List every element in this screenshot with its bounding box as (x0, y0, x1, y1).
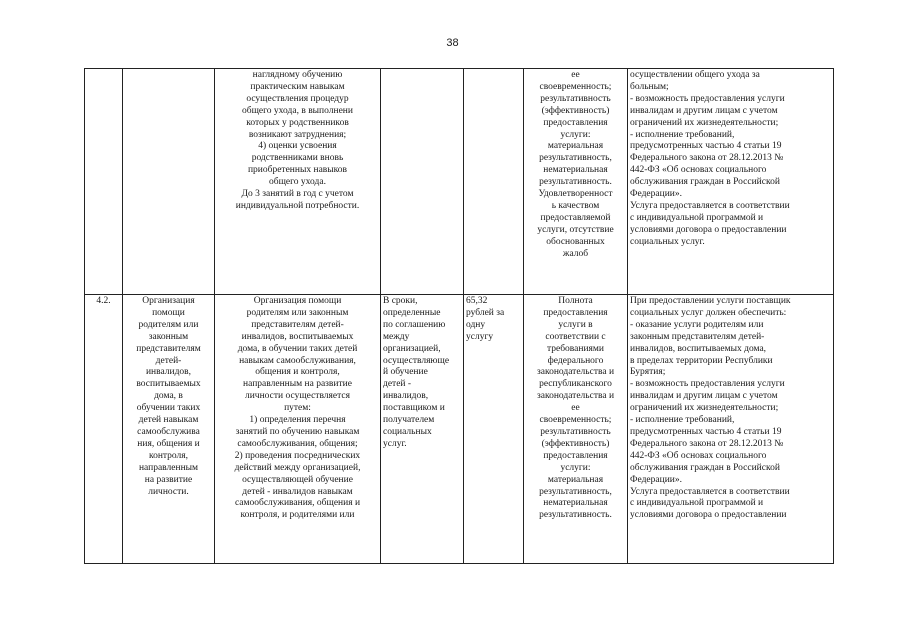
cell-text-line: (эффективность) (541, 105, 610, 116)
cell-text-line: предусмотренных частью 4 статьи 19 (630, 141, 782, 152)
cell-text-line: организацией, (383, 343, 441, 354)
cell-service-name (123, 295, 215, 564)
cell-text-line: обучении таких (136, 403, 201, 414)
cell-text-line: условиями договора о предоставлении (630, 510, 787, 521)
cell-text-line: соответствии с (545, 331, 606, 342)
cell-text-line: Организация (142, 296, 195, 306)
cell-text-line: Федерального закона от 28.12.2013 № (630, 438, 784, 449)
cell-text-line: инвалидам и другим лицам с учетом (630, 105, 778, 116)
cell-text-line: - исполнение требований, (630, 129, 735, 140)
cell-text-line: своевременность; (539, 81, 612, 92)
cell-text-line: навыкам самообслуживания, (239, 355, 356, 366)
cell-text-line: 4) оценки усвоения (258, 141, 337, 152)
cell-text-line: ния, общения и (137, 438, 200, 449)
cell-text-line: направленным (138, 462, 199, 473)
cell-text-line: (эффективность) (541, 438, 610, 449)
cell-text-line: осуществляюще (383, 355, 450, 366)
cell-text-line: осуществляющей обучение (242, 474, 353, 485)
cell-text-line: общения и контроля, (255, 367, 340, 378)
cell-text-line: Полнота (558, 296, 593, 306)
cell-text-line: детей - (383, 379, 412, 390)
table-row (85, 295, 834, 564)
cell-text-line: ограничений их жизнедеятельности; (630, 403, 779, 414)
cell-conditions (628, 295, 834, 564)
cell-price (464, 69, 524, 295)
cell-text-line: определенные (383, 307, 441, 318)
cell-text-line: - возможность предоставления услуги (630, 379, 785, 390)
cell-text-line: результативность (540, 426, 611, 437)
cell-text-line: Бурятия; (630, 367, 666, 378)
cell-text-line: контроля, (148, 450, 189, 461)
cell-text-line: инвалидам и другим лицам с учетом (630, 391, 778, 402)
cell-text-line: осуществления процедур (246, 93, 349, 104)
cell-text-line: возникают затруднения; (248, 129, 347, 140)
cell-text-line: законодательства и (536, 367, 615, 378)
cell-text-line: обслуживания граждан в Российской (630, 462, 780, 473)
cell-text-line: на развитие (144, 474, 193, 485)
cell-text-line: детей- (155, 355, 182, 366)
cell-text-line: практическим навыкам (250, 81, 345, 92)
cell-text-line: осуществлении общего ухода за (630, 70, 760, 80)
cell-text-line: самообслуживания, общения и (234, 498, 361, 509)
cell-text-line: услуг. (383, 438, 407, 449)
cell-text-line: инвалидов, воспитываемых (241, 331, 354, 342)
cell-text-line: дома, в (154, 391, 183, 402)
cell-text-line: условиями договора о предоставлении (630, 224, 787, 235)
cell-text-line: законным (148, 331, 189, 342)
cell-text-line: родителям или законным (246, 307, 349, 318)
cell-description (215, 295, 381, 564)
cell-text-line: приобретенных навыков (247, 165, 348, 176)
cell-text-line: дома, в обучении таких детей (237, 343, 358, 354)
cell-text-line: детей - инвалидов навыкам (242, 486, 353, 497)
cell-text-line: результативность. (539, 177, 612, 188)
cell-text-line: республиканского (539, 379, 612, 390)
services-table (84, 68, 834, 564)
cell-text-line: больным; (630, 81, 669, 92)
cell-text-line: общего ухода, в выполнени (242, 105, 353, 116)
cell-text-line: Услуга предоставляется в соответствии (630, 200, 790, 211)
cell-text-line: с индивидуальной программой и (630, 212, 764, 223)
cell-text-line: материальная (547, 474, 604, 485)
cell-text-line: услуги, отсутствие (537, 224, 614, 235)
cell-text-line: обоснованных (546, 236, 605, 247)
cell-text-line: предоставления (543, 117, 608, 128)
cell-text-line: социальных (383, 426, 432, 437)
cell-service-name (123, 69, 215, 295)
cell-price (464, 295, 524, 564)
cell-text-line: предоставления (543, 307, 608, 318)
table-body (85, 69, 834, 564)
cell-text-line: социальных услуг. (630, 236, 705, 247)
cell-text-line: - оказание услуги родителям или (630, 319, 764, 330)
cell-text-line: ее (571, 70, 580, 80)
cell-text-line: федерального (547, 355, 604, 366)
cell-text-line: поставщиком и (383, 403, 445, 414)
cell-text-line: предоставляемой (540, 212, 611, 223)
cell-text-line: Услуга предоставляется в соответствии (630, 486, 790, 497)
cell-text-line: законным представителям детей- (630, 331, 765, 342)
cell-text-line: Удовлетворенност (538, 189, 613, 200)
cell-conditions (628, 69, 834, 295)
cell-text-line: В сроки, (383, 296, 418, 306)
cell-text-line: контроля, и родителями или (240, 510, 355, 521)
cell-text-line: 4.2. (96, 296, 111, 306)
cell-text-line: родителям или (138, 319, 199, 330)
cell-quality-indicators (524, 69, 628, 295)
cell-number (85, 69, 123, 295)
cell-number (85, 295, 123, 564)
cell-text-line: личности осуществляется (244, 391, 350, 402)
cell-text-line: Федерального закона от 28.12.2013 № (630, 153, 784, 164)
cell-text-line: получателем (383, 415, 435, 426)
cell-text-line: одну (466, 319, 486, 330)
cell-text-line: законодательства и (536, 391, 615, 402)
cell-text-line: личности. (148, 486, 189, 497)
cell-text-line: До 3 занятий в год с учетом (241, 189, 354, 200)
cell-text-line: путем: (284, 403, 311, 414)
cell-text-line: требованиями (546, 343, 605, 354)
cell-text-line: которых у родственников (246, 117, 349, 128)
cell-text-line: й обучение (383, 367, 428, 378)
cell-text-line: 442-ФЗ «Об основах социального (630, 450, 767, 461)
cell-text-line: ограничений их жизнедеятельности; (630, 117, 779, 128)
cell-text-line: рублей за (466, 307, 505, 318)
cell-text-line: 65,32 (466, 296, 488, 306)
cell-text-line: инвалидов, (383, 391, 429, 402)
cell-text-line: своевременность; (539, 415, 612, 426)
cell-text-line: предусмотренных частью 4 статьи 19 (630, 426, 782, 437)
cell-text-line: услуги в (558, 319, 593, 330)
cell-text-line: детей навыкам (138, 415, 199, 426)
table-row (85, 69, 834, 295)
cell-text-line: Организация помощи (253, 296, 342, 306)
cell-text-line: по соглашению (383, 319, 446, 330)
cell-text-line: самообслужива (137, 426, 200, 437)
cell-text-line: с индивидуальной программой и (630, 498, 764, 509)
cell-text-line: самообслуживания, общения; (237, 438, 358, 449)
cell-text-line: предоставления (543, 450, 608, 461)
page-number: 38 (446, 37, 459, 49)
cell-text-line: наглядному обучению (252, 70, 343, 80)
cell-text-line: инвалидов, (145, 367, 192, 378)
cell-text-line: между (383, 331, 410, 342)
cell-text-line: помощи (152, 307, 185, 318)
cell-text-line: индивидуальной потребности. (235, 200, 360, 211)
cell-text-line: результативность, (539, 153, 612, 164)
cell-text-line: 2) проведения посреднических (234, 450, 361, 461)
cell-text-line: ее (571, 403, 580, 414)
cell-description (215, 69, 381, 295)
cell-text-line: результативность, (539, 486, 612, 497)
cell-terms (381, 295, 464, 564)
cell-text-line: представителям (136, 343, 201, 354)
cell-text-line: Федерации». (630, 189, 682, 200)
cell-quality-indicators (524, 295, 628, 564)
cell-text-line: услугу (466, 331, 494, 342)
cell-text-line: инвалидов, воспитываемых дома, (630, 343, 767, 354)
cell-text-line: общего ухода. (269, 177, 326, 188)
cell-text-line: Федерации». (630, 474, 682, 485)
cell-terms (381, 69, 464, 295)
cell-text-line: действий между организацией, (234, 462, 361, 473)
cell-text-line: в пределах территории Республики (630, 355, 773, 366)
cell-text-line: нематериальная (543, 498, 608, 509)
cell-text-line: услуги: (560, 129, 591, 140)
cell-text-line: 1) определения перечня (249, 415, 346, 426)
cell-text-line: нематериальная (543, 165, 608, 176)
cell-text-line: - исполнение требований, (630, 415, 735, 426)
cell-text-line: 442-ФЗ «Об основах социального (630, 165, 767, 176)
cell-text-line: жалоб (562, 248, 589, 259)
cell-text-line: услуги: (560, 462, 591, 473)
cell-text-line: обслуживания граждан в Российской (630, 177, 780, 188)
cell-text-line: воспитываемых (136, 379, 201, 390)
cell-text-line: результативность (540, 93, 611, 104)
cell-text-line: представителям детей- (251, 319, 344, 330)
cell-text-line: При предоставлении услуги поставщик (630, 296, 791, 306)
cell-text-line: социальных услуг должен обеспечить: (630, 307, 787, 318)
cell-text-line: ь качеством (551, 200, 600, 211)
cell-text-line: занятий по обучению навыкам (235, 426, 360, 437)
cell-text-line: результативность. (539, 510, 612, 521)
cell-text-line: - возможность предоставления услуги (630, 93, 785, 104)
cell-text-line: родственниками вновь (251, 153, 344, 164)
cell-text-line: направленным на развитие (243, 379, 352, 390)
cell-text-line: материальная (547, 141, 604, 152)
